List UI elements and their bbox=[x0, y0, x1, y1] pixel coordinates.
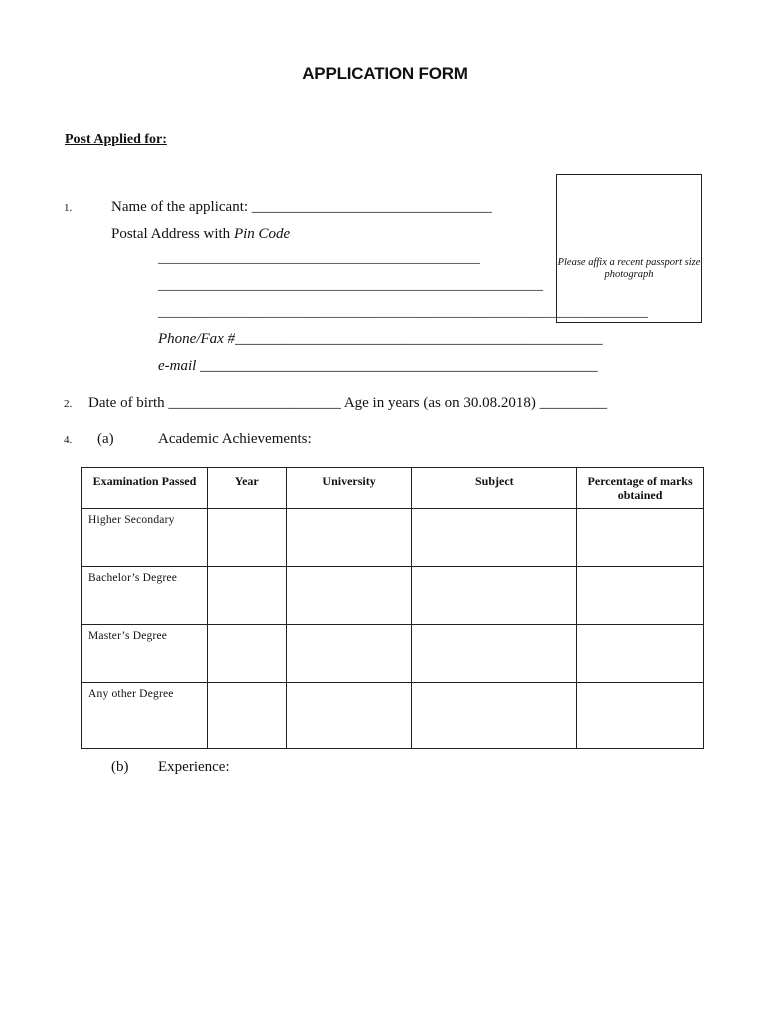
cell-year[interactable] bbox=[207, 683, 286, 749]
cell-university[interactable] bbox=[286, 567, 412, 625]
date-of-birth-age-field[interactable]: Date of birth _______________________ Age in years (as on 30.08.2018) _________ bbox=[88, 395, 608, 411]
row-label-other-degree: Any other Degree bbox=[82, 683, 208, 749]
post-applied-label: Post Applied for: bbox=[65, 132, 167, 147]
cell-year[interactable] bbox=[207, 509, 286, 567]
email-label: e-mail bbox=[158, 358, 197, 374]
photo-instruction: Please affix a recent passport size photograph bbox=[557, 257, 701, 280]
experience-label: Experience: bbox=[158, 759, 230, 775]
header-subject: Subject bbox=[412, 468, 577, 509]
header-university: University bbox=[286, 468, 412, 509]
address-line-3[interactable]: ______________________________________________________________________ bbox=[158, 305, 648, 320]
cell-year[interactable] bbox=[207, 625, 286, 683]
table-row bbox=[82, 509, 704, 567]
cell-university[interactable] bbox=[286, 625, 412, 683]
address-line-2[interactable]: _______________________________________________________ bbox=[158, 278, 543, 293]
cell-percentage[interactable] bbox=[577, 625, 704, 683]
academic-achievements-label: Academic Achievements: bbox=[158, 431, 312, 447]
cell-subject[interactable] bbox=[412, 509, 577, 567]
email-field[interactable] bbox=[158, 358, 598, 375]
phone-fax-line: _________________________________________________ bbox=[235, 331, 603, 347]
page-title: APPLICATION FORM bbox=[302, 64, 468, 83]
postal-address-label bbox=[111, 226, 290, 243]
header-percentage: Percentage of marks obtained bbox=[577, 468, 704, 509]
sub-item-b: (b) bbox=[111, 759, 129, 775]
item-number-2: 2. bbox=[64, 398, 73, 410]
address-line-1[interactable]: ______________________________________________ bbox=[158, 251, 480, 266]
header-year: Year bbox=[207, 468, 286, 509]
cell-percentage[interactable] bbox=[577, 567, 704, 625]
cell-percentage[interactable] bbox=[577, 683, 704, 749]
item-number-4: 4. bbox=[64, 434, 73, 446]
table-row bbox=[82, 567, 704, 625]
row-label-higher-secondary: Higher Secondary bbox=[82, 509, 208, 567]
photo-box bbox=[556, 174, 702, 323]
postal-label-prefix: Postal Address with bbox=[111, 226, 234, 242]
row-label-bachelors: Bachelor’s Degree bbox=[82, 567, 208, 625]
pin-code-label: Pin Code bbox=[233, 226, 291, 242]
table-header-row bbox=[82, 468, 704, 509]
row-label-masters: Master’s Degree bbox=[82, 625, 208, 683]
email-line: _____________________________________________________ bbox=[200, 358, 598, 374]
sub-item-a: (a) bbox=[97, 431, 114, 447]
cell-percentage[interactable] bbox=[577, 509, 704, 567]
name-of-applicant-field[interactable]: Name of the applicant: ________________________________ bbox=[111, 199, 492, 215]
cell-university[interactable] bbox=[286, 683, 412, 749]
header-examination-passed: Examination Passed bbox=[82, 468, 208, 509]
phone-fax-field[interactable] bbox=[158, 331, 603, 348]
cell-university[interactable] bbox=[286, 509, 412, 567]
phone-fax-label: Phone/Fax # bbox=[158, 331, 236, 347]
cell-subject[interactable] bbox=[412, 625, 577, 683]
cell-year[interactable] bbox=[207, 567, 286, 625]
item-number-1: 1. bbox=[64, 202, 73, 214]
table-row bbox=[82, 683, 704, 749]
academic-table bbox=[81, 467, 704, 749]
cell-subject[interactable] bbox=[412, 567, 577, 625]
table-row bbox=[82, 625, 704, 683]
cell-subject[interactable] bbox=[412, 683, 577, 749]
